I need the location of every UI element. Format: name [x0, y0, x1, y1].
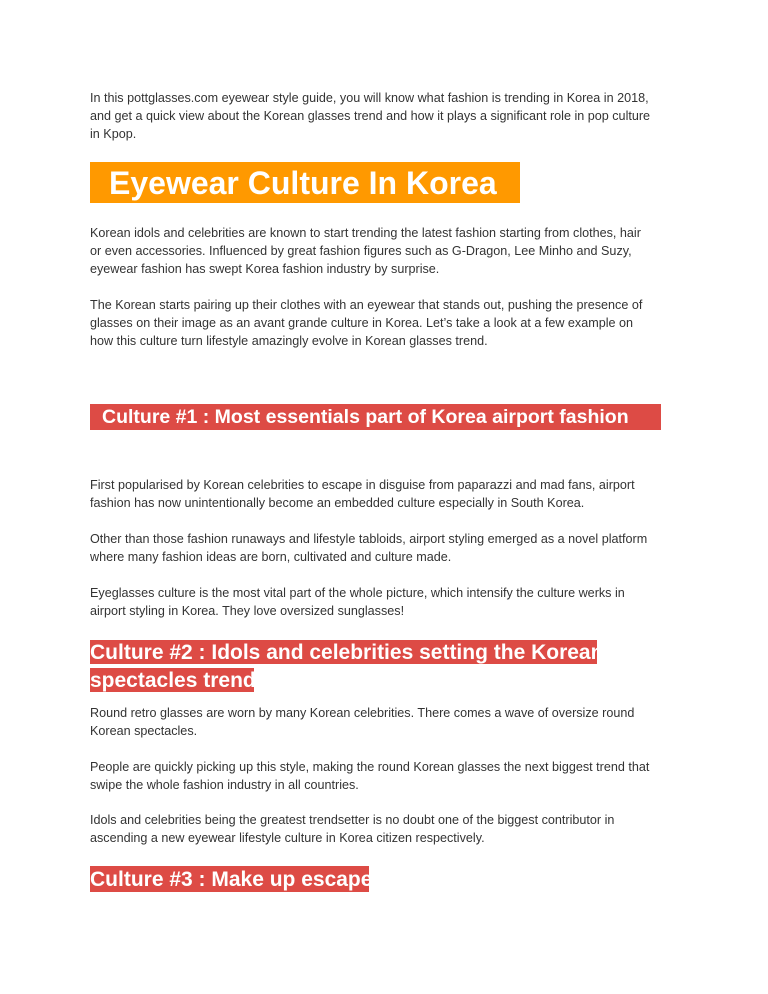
paragraph	[90, 584, 625, 620]
text-line: how this culture turn lifestyle amazingly evolve in Korean glasses trend.	[90, 334, 488, 348]
text-line: ascending a new eyewear lifestyle culture in Korea citizen respectively.	[90, 831, 485, 845]
text-line: or even accessories. Influenced by great fashion figures such as G-Dragon, Lee Minho and Suzy,	[90, 244, 632, 258]
text-line: where many fashion ideas are born, cultivated and culture made.	[90, 550, 452, 564]
paragraph	[90, 704, 634, 740]
main-heading: Eyewear Culture In Korea	[90, 162, 520, 203]
paragraph	[90, 224, 641, 278]
text-line: Eyeglasses culture is the most vital part of the whole picture, which intensify the culture werks in	[90, 586, 625, 600]
text-line: Korean spectacles.	[90, 724, 198, 738]
paragraph	[90, 530, 647, 566]
text-line: Idols and celebrities being the greatest trendsetter is no doubt one of the biggest contributor in	[90, 813, 615, 827]
text-line: In this pottglasses.com eyewear style guide, you will know what fashion is trending in Korea in 2018,	[90, 91, 649, 105]
text-line: eyewear fashion has swept Korea fashion industry by surprise.	[90, 262, 440, 276]
culture1-heading: Culture #1 : Most essentials part of Korea airport fashion	[90, 404, 661, 430]
paragraph	[90, 296, 642, 350]
text-line: Round retro glasses are worn by many Korean celebrities. There comes a wave of oversize round	[90, 706, 635, 720]
text-line: Korean idols and celebrities are known to start trending the latest fashion starting from clothes, hair	[90, 226, 641, 240]
text-line: and get a quick view about the Korean glasses trend and how it plays a significant role in pop culture	[90, 109, 651, 123]
text-line: in Kpop.	[90, 127, 137, 141]
text-line: People are quickly picking up this style, making the round Korean glasses the next biggest trend that	[90, 760, 650, 774]
intro-paragraph	[90, 89, 650, 143]
paragraph	[90, 476, 635, 512]
text-line: fashion has now unintentionally become an embedded culture especially in South Korea.	[90, 496, 585, 510]
paragraph	[90, 758, 649, 794]
text-line: swipe the whole fashion industry in all countries.	[90, 778, 359, 792]
culture3-heading: Culture #3 : Make up escape	[90, 868, 373, 891]
text-line: The Korean starts pairing up their clothes with an eyewear that stands out, pushing the presence of	[90, 298, 643, 312]
paragraph	[90, 811, 614, 847]
text-line: airport styling in Korea. They love oversized sunglasses!	[90, 604, 405, 618]
text-line: Other than those fashion runaways and lifestyle tabloids, airport styling emerged as a novel platform	[90, 532, 648, 546]
text-line: glasses on their image as an avant grande culture in Korea. Let’s take a look at a few example on	[90, 316, 634, 330]
culture2-heading-line2: spectacles trend	[90, 669, 256, 692]
text-line: First popularised by Korean celebrities to escape in disguise from paparazzi and mad fans, airport	[90, 478, 635, 492]
culture2-heading-line1: Culture #2 : Idols and celebrities setting the Korean	[90, 641, 604, 664]
